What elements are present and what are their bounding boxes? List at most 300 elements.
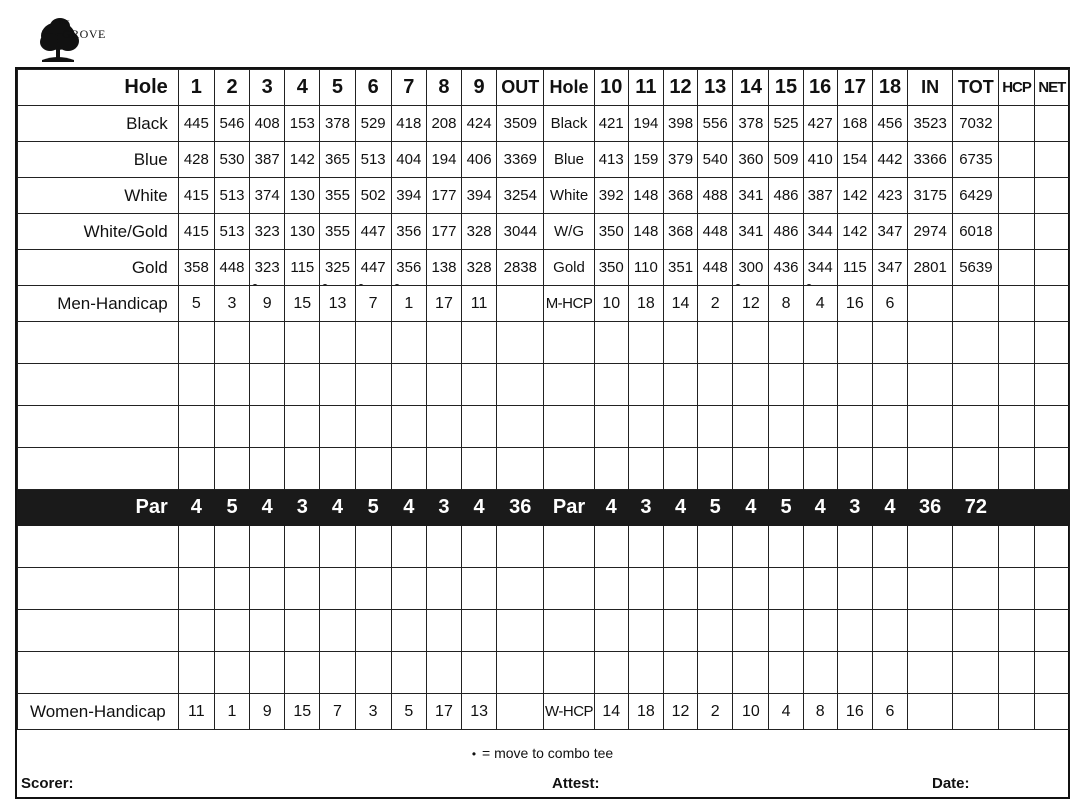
score-cell[interactable] xyxy=(663,364,697,406)
score-cell[interactable] xyxy=(462,322,497,364)
score-cell[interactable] xyxy=(178,526,214,568)
in-total: 2974 xyxy=(908,214,953,250)
hole-number: 8 xyxy=(426,70,461,106)
net-cell[interactable] xyxy=(1034,448,1069,490)
in-cell[interactable] xyxy=(908,448,953,490)
tot-total: 6735 xyxy=(953,142,999,178)
yardage: 404 xyxy=(391,142,426,178)
score-cell[interactable] xyxy=(872,652,907,694)
score-cell[interactable] xyxy=(214,364,249,406)
score-cell[interactable] xyxy=(250,448,285,490)
tee-name: Blue xyxy=(18,142,179,178)
score-cell[interactable] xyxy=(872,448,907,490)
hcp-cell[interactable] xyxy=(999,286,1034,322)
hcp-cell[interactable] xyxy=(999,142,1034,178)
score-cell[interactable] xyxy=(355,568,391,610)
score-cell[interactable] xyxy=(178,322,214,364)
net-label: NET xyxy=(1034,70,1069,106)
score-cell[interactable] xyxy=(698,406,733,448)
score-cell[interactable] xyxy=(769,526,803,568)
tot-cell[interactable] xyxy=(953,448,999,490)
player-name-cell[interactable] xyxy=(18,568,179,610)
score-cell[interactable] xyxy=(594,568,628,610)
score-row xyxy=(18,526,1070,568)
yardage: 456 xyxy=(872,106,907,142)
score-cell[interactable] xyxy=(391,322,426,364)
yardage: 142 xyxy=(837,214,872,250)
player-name-cell[interactable] xyxy=(18,610,179,652)
net-cell[interactable] xyxy=(1034,214,1069,250)
hole-number: 13 xyxy=(698,70,733,106)
score-cell[interactable] xyxy=(250,568,285,610)
player-name-cell[interactable] xyxy=(18,364,179,406)
hcp-cell[interactable] xyxy=(999,106,1034,142)
score-cell[interactable] xyxy=(178,652,214,694)
hcp-cell[interactable] xyxy=(999,568,1034,610)
score-cell[interactable] xyxy=(628,364,663,406)
handicap-value: 5 xyxy=(178,286,214,322)
score-cell[interactable] xyxy=(426,652,461,694)
score-cell[interactable] xyxy=(391,448,426,490)
out-cell[interactable] xyxy=(497,610,544,652)
net-cell[interactable] xyxy=(1034,322,1069,364)
hcp-cell[interactable] xyxy=(999,406,1034,448)
yardage: 142 xyxy=(285,142,320,178)
player-name-cell[interactable] xyxy=(18,526,179,568)
yardage: 525 xyxy=(769,106,803,142)
handicap-value: 2 xyxy=(698,286,733,322)
handicap-value: 6 xyxy=(872,286,907,322)
player-name-cell[interactable] xyxy=(18,322,179,364)
yardage: 368 xyxy=(663,214,697,250)
hole-number: 14 xyxy=(733,70,769,106)
par-value: 5 xyxy=(769,490,803,526)
score-cell[interactable] xyxy=(769,364,803,406)
out-cell[interactable] xyxy=(497,364,544,406)
yardage: 194 xyxy=(628,106,663,142)
score-cell[interactable] xyxy=(769,610,803,652)
score-cell[interactable] xyxy=(628,568,663,610)
tot-cell[interactable] xyxy=(953,610,999,652)
score-cell[interactable] xyxy=(837,652,872,694)
yardage: 368 xyxy=(663,178,697,214)
score-cell[interactable] xyxy=(285,448,320,490)
mid-cell[interactable] xyxy=(544,568,594,610)
score-cell[interactable] xyxy=(628,610,663,652)
yardage-value: 344 xyxy=(807,259,833,276)
score-cell[interactable] xyxy=(391,364,426,406)
score-cell[interactable] xyxy=(250,526,285,568)
score-cell[interactable] xyxy=(698,364,733,406)
score-cell[interactable] xyxy=(628,406,663,448)
mid-cell[interactable] xyxy=(544,364,594,406)
score-cell[interactable] xyxy=(426,610,461,652)
score-cell[interactable] xyxy=(733,526,769,568)
yardage: 540 xyxy=(698,142,733,178)
mid-cell[interactable] xyxy=(544,322,594,364)
mid-cell[interactable] xyxy=(544,526,594,568)
score-cell[interactable] xyxy=(355,526,391,568)
hcp-cell[interactable] xyxy=(999,364,1034,406)
hcp-cell[interactable] xyxy=(999,178,1034,214)
handicap-value: 9 xyxy=(250,694,285,730)
score-cell[interactable] xyxy=(594,526,628,568)
yardage: 546 xyxy=(214,106,249,142)
par-value: 4 xyxy=(391,490,426,526)
hcp-cell[interactable] xyxy=(999,322,1034,364)
score-cell[interactable] xyxy=(698,322,733,364)
score-cell[interactable] xyxy=(462,364,497,406)
score-cell[interactable] xyxy=(837,610,872,652)
yardage: 344 xyxy=(803,214,837,250)
tot-cell[interactable] xyxy=(953,568,999,610)
score-cell[interactable] xyxy=(285,652,320,694)
score-cell[interactable] xyxy=(803,610,837,652)
score-cell[interactable] xyxy=(214,652,249,694)
score-cell[interactable] xyxy=(663,448,697,490)
score-cell[interactable] xyxy=(285,364,320,406)
tee-name: Gold xyxy=(18,250,179,286)
hcp-cell[interactable] xyxy=(999,214,1034,250)
tot-cell[interactable] xyxy=(953,652,999,694)
net-cell[interactable] xyxy=(1034,406,1069,448)
yardage: 415 xyxy=(178,214,214,250)
score-cell[interactable] xyxy=(698,568,733,610)
score-cell[interactable] xyxy=(391,526,426,568)
mid-cell[interactable] xyxy=(544,610,594,652)
score-cell[interactable] xyxy=(250,322,285,364)
out-cell[interactable] xyxy=(497,406,544,448)
net-cell[interactable] xyxy=(1034,178,1069,214)
score-cell[interactable] xyxy=(178,610,214,652)
out-total: 3044 xyxy=(497,214,544,250)
score-cell[interactable] xyxy=(214,322,249,364)
yardage-value: 325 xyxy=(324,259,350,276)
out-cell[interactable] xyxy=(497,448,544,490)
score-cell[interactable] xyxy=(355,610,391,652)
score-cell[interactable] xyxy=(837,322,872,364)
hcp-cell[interactable] xyxy=(999,694,1034,730)
score-cell[interactable] xyxy=(250,364,285,406)
men-handicap-mid-label: M-HCP xyxy=(544,286,594,322)
score-cell[interactable] xyxy=(837,448,872,490)
score-cell[interactable] xyxy=(214,610,249,652)
hcp-cell[interactable] xyxy=(999,526,1034,568)
yardage: 110 xyxy=(628,250,663,286)
hole-number: 4 xyxy=(285,70,320,106)
score-cell[interactable] xyxy=(462,568,497,610)
score-cell[interactable] xyxy=(733,610,769,652)
tot-cell[interactable] xyxy=(953,364,999,406)
net-cell[interactable] xyxy=(1034,106,1069,142)
score-cell[interactable] xyxy=(594,610,628,652)
player-name-cell[interactable] xyxy=(18,652,179,694)
in-total: 3523 xyxy=(908,106,953,142)
handicap-value: 1 xyxy=(214,694,249,730)
score-cell[interactable] xyxy=(178,364,214,406)
yardage-value: 447 xyxy=(360,259,386,276)
score-cell[interactable] xyxy=(769,568,803,610)
score-cell[interactable] xyxy=(320,652,355,694)
yardage: 208 xyxy=(426,106,461,142)
score-cell[interactable] xyxy=(214,448,249,490)
tot-cell[interactable] xyxy=(953,322,999,364)
yardage: 323 xyxy=(250,214,285,250)
net-cell[interactable] xyxy=(1034,250,1069,286)
score-cell[interactable] xyxy=(594,322,628,364)
score-cell[interactable] xyxy=(250,406,285,448)
out-label: OUT xyxy=(497,70,544,106)
yardage: 374 xyxy=(250,178,285,214)
score-cell[interactable] xyxy=(214,406,249,448)
score-cell[interactable] xyxy=(803,652,837,694)
grove-logo xyxy=(38,14,158,66)
score-cell[interactable] xyxy=(320,364,355,406)
score-cell[interactable] xyxy=(628,322,663,364)
score-cell[interactable] xyxy=(733,364,769,406)
score-cell[interactable] xyxy=(391,652,426,694)
tot-cell[interactable] xyxy=(953,406,999,448)
score-cell[interactable] xyxy=(214,526,249,568)
tot-cell[interactable] xyxy=(953,694,999,730)
score-cell[interactable] xyxy=(178,406,214,448)
score-cell[interactable] xyxy=(178,568,214,610)
score-cell[interactable] xyxy=(426,448,461,490)
score-cell[interactable] xyxy=(285,322,320,364)
score-cell[interactable] xyxy=(698,652,733,694)
score-cell[interactable] xyxy=(355,448,391,490)
score-cell[interactable] xyxy=(594,448,628,490)
tot-total: 7032 xyxy=(953,106,999,142)
score-cell[interactable] xyxy=(214,568,249,610)
score-cell[interactable] xyxy=(355,322,391,364)
score-cell[interactable] xyxy=(594,364,628,406)
score-cell[interactable] xyxy=(733,448,769,490)
score-cell[interactable] xyxy=(320,448,355,490)
score-cell[interactable] xyxy=(733,568,769,610)
score-cell[interactable] xyxy=(803,568,837,610)
score-cell[interactable] xyxy=(872,568,907,610)
net-cell[interactable] xyxy=(1034,142,1069,178)
score-cell[interactable] xyxy=(663,322,697,364)
yardage: 394 xyxy=(391,178,426,214)
score-cell[interactable] xyxy=(178,448,214,490)
handicap-value: 15 xyxy=(285,286,320,322)
score-cell[interactable] xyxy=(285,526,320,568)
out-cell[interactable] xyxy=(497,568,544,610)
score-cell[interactable] xyxy=(733,322,769,364)
score-cell[interactable] xyxy=(769,652,803,694)
net-cell[interactable] xyxy=(1034,364,1069,406)
score-cell[interactable] xyxy=(663,406,697,448)
par-label: Par xyxy=(18,490,179,526)
yardage: 350 xyxy=(594,250,628,286)
hcp-label: HCP xyxy=(999,70,1034,106)
score-cell[interactable] xyxy=(250,610,285,652)
score-cell[interactable] xyxy=(594,406,628,448)
yardage: 406 xyxy=(462,142,497,178)
mid-cell[interactable] xyxy=(544,448,594,490)
in-cell[interactable] xyxy=(908,568,953,610)
score-cell[interactable] xyxy=(803,526,837,568)
score-cell[interactable] xyxy=(872,322,907,364)
score-cell[interactable] xyxy=(355,652,391,694)
score-cell[interactable] xyxy=(462,448,497,490)
yardage: 347 xyxy=(872,214,907,250)
in-cell[interactable] xyxy=(908,322,953,364)
net-cell[interactable] xyxy=(1034,652,1069,694)
score-cell[interactable] xyxy=(426,568,461,610)
yardage: 448 xyxy=(698,214,733,250)
score-cell[interactable] xyxy=(837,406,872,448)
yardage: 355 xyxy=(320,214,355,250)
hcp-cell[interactable] xyxy=(999,652,1034,694)
yardage: 138 xyxy=(426,250,461,286)
net-cell[interactable] xyxy=(1034,694,1069,730)
score-cell[interactable] xyxy=(391,610,426,652)
mid-cell[interactable] xyxy=(544,406,594,448)
score-cell[interactable] xyxy=(803,406,837,448)
score-cell[interactable] xyxy=(663,610,697,652)
score-cell[interactable] xyxy=(462,610,497,652)
score-cell[interactable] xyxy=(872,364,907,406)
hole-number: 16 xyxy=(803,70,837,106)
in-cell[interactable] xyxy=(908,286,953,322)
in-cell[interactable] xyxy=(908,694,953,730)
score-cell[interactable] xyxy=(803,322,837,364)
hole-label-mid: Hole xyxy=(544,70,594,106)
score-cell[interactable] xyxy=(628,526,663,568)
yardage: 154 xyxy=(837,142,872,178)
tee-name: Black xyxy=(18,106,179,142)
score-cell[interactable] xyxy=(320,610,355,652)
tot-cell[interactable] xyxy=(953,526,999,568)
net-cell[interactable] xyxy=(1034,610,1069,652)
score-cell[interactable] xyxy=(769,448,803,490)
score-cell[interactable] xyxy=(285,406,320,448)
score-cell[interactable] xyxy=(285,610,320,652)
handicap-value: 7 xyxy=(355,286,391,322)
score-cell[interactable] xyxy=(462,406,497,448)
score-cell[interactable] xyxy=(355,406,391,448)
net-cell[interactable] xyxy=(1034,286,1069,322)
score-cell[interactable] xyxy=(391,406,426,448)
yardage: 415 xyxy=(178,178,214,214)
score-cell[interactable] xyxy=(733,652,769,694)
yardage: 428 xyxy=(178,142,214,178)
out-cell[interactable] xyxy=(497,526,544,568)
score-cell[interactable] xyxy=(628,448,663,490)
score-cell[interactable] xyxy=(285,568,320,610)
player-name-cell[interactable] xyxy=(18,406,179,448)
yardage: 350 xyxy=(594,214,628,250)
par-mid-label: Par xyxy=(544,490,594,526)
yardage: 328 xyxy=(462,214,497,250)
par-tot: 72 xyxy=(953,490,999,526)
score-cell[interactable] xyxy=(391,568,426,610)
score-cell[interactable] xyxy=(320,568,355,610)
score-cell[interactable] xyxy=(426,364,461,406)
score-cell[interactable] xyxy=(355,364,391,406)
handicap-value: 13 xyxy=(462,694,497,730)
score-cell[interactable] xyxy=(698,448,733,490)
score-cell[interactable] xyxy=(698,526,733,568)
hole-number: 5 xyxy=(320,70,355,106)
handicap-value: 10 xyxy=(594,286,628,322)
score-cell[interactable] xyxy=(837,568,872,610)
in-cell[interactable] xyxy=(908,406,953,448)
score-cell[interactable] xyxy=(733,406,769,448)
out-cell[interactable] xyxy=(497,322,544,364)
score-cell[interactable] xyxy=(698,610,733,652)
score-cell[interactable] xyxy=(837,526,872,568)
hole-row xyxy=(18,70,1070,106)
tee-name-mid: Blue xyxy=(544,142,594,178)
tot-cell[interactable] xyxy=(953,286,999,322)
score-cell[interactable] xyxy=(320,406,355,448)
in-cell[interactable] xyxy=(908,652,953,694)
yardage: 424 xyxy=(462,106,497,142)
score-cell[interactable] xyxy=(872,610,907,652)
score-cell[interactable] xyxy=(769,406,803,448)
net-cell[interactable] xyxy=(1034,526,1069,568)
out-cell[interactable] xyxy=(497,652,544,694)
score-cell[interactable] xyxy=(594,652,628,694)
hcp-cell[interactable] xyxy=(999,610,1034,652)
score-cell[interactable] xyxy=(837,364,872,406)
score-cell[interactable] xyxy=(663,526,697,568)
score-cell[interactable] xyxy=(462,652,497,694)
in-cell[interactable] xyxy=(908,526,953,568)
player-name-cell[interactable] xyxy=(18,448,179,490)
yardage xyxy=(320,250,355,286)
out-cell[interactable] xyxy=(497,286,544,322)
score-cell[interactable] xyxy=(320,526,355,568)
net-cell[interactable] xyxy=(1034,568,1069,610)
score-cell[interactable] xyxy=(462,526,497,568)
in-cell[interactable] xyxy=(908,610,953,652)
score-cell[interactable] xyxy=(663,568,697,610)
yardage: 148 xyxy=(628,214,663,250)
handicap-value: 7 xyxy=(320,694,355,730)
score-cell[interactable] xyxy=(426,322,461,364)
score-cell[interactable] xyxy=(628,652,663,694)
score-cell[interactable] xyxy=(320,322,355,364)
out-total: 2838 xyxy=(497,250,544,286)
yardage: 486 xyxy=(769,214,803,250)
hcp-cell[interactable] xyxy=(999,250,1034,286)
score-cell[interactable] xyxy=(426,526,461,568)
score-cell[interactable] xyxy=(803,448,837,490)
score-cell[interactable] xyxy=(663,652,697,694)
yardage: 421 xyxy=(594,106,628,142)
tee-name-mid: Gold xyxy=(544,250,594,286)
out-cell[interactable] xyxy=(497,694,544,730)
score-cell[interactable] xyxy=(769,322,803,364)
handicap-value: 9 xyxy=(250,286,285,322)
mid-cell[interactable] xyxy=(544,652,594,694)
hcp-cell[interactable] xyxy=(999,448,1034,490)
score-cell[interactable] xyxy=(872,526,907,568)
score-cell[interactable] xyxy=(250,652,285,694)
yardage: 529 xyxy=(355,106,391,142)
score-cell[interactable] xyxy=(803,364,837,406)
score-cell[interactable] xyxy=(426,406,461,448)
score-cell[interactable] xyxy=(872,406,907,448)
yardage: 445 xyxy=(178,106,214,142)
yardage: 360 xyxy=(733,142,769,178)
in-cell[interactable] xyxy=(908,364,953,406)
